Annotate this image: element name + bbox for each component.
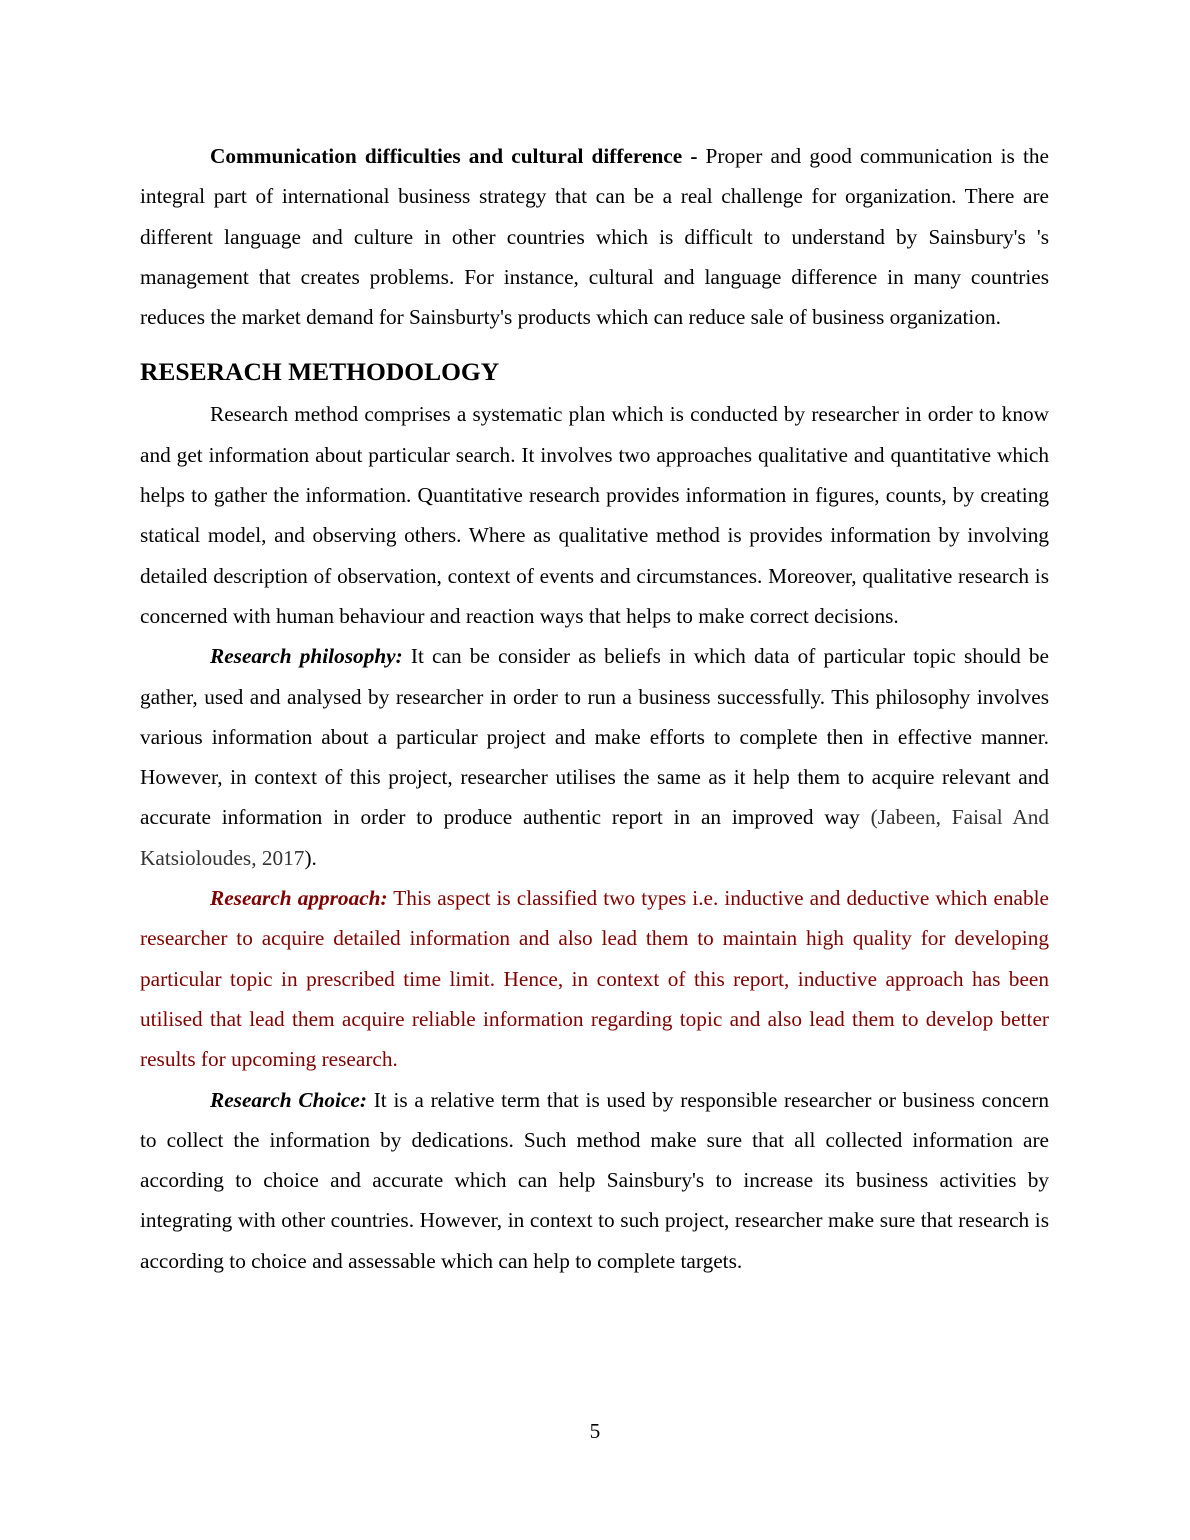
paragraph-lead-communication: Communication difficulties and cultural difference - bbox=[210, 144, 698, 168]
paragraph-body-research-philosophy: It can be consider as beliefs in which data of particular topic should be gather, used and analysed by researcher in order to run a business successfully. This philosophy involves various information about a particular project and make efforts to complete then in effective manner. However, in context of this project, researcher utilises the same as it help them to acquire relevant and accurate information in order to produce authentic report in an improved way bbox=[140, 644, 1049, 830]
paragraph-lead-research-philosophy: Research philosophy: bbox=[210, 644, 403, 669]
paragraph-lead-research-choice: Research Choice: bbox=[210, 1087, 367, 1112]
paragraph-end-research-philosophy: ). bbox=[304, 845, 317, 870]
citation: (Jabeen, Faisal And Katsioloudes, 2017 bbox=[140, 805, 1049, 870]
paragraph-research-philosophy bbox=[140, 636, 1049, 878]
page-content bbox=[140, 136, 1049, 1281]
paragraph-body-research-choice: It is a relative term that is used by responsible researcher or business concern to collect the information by dedications. Such method make sure that all collected information are according to choice and accurate which can help Sainsbury's to increase its business activities by integrating with other countries. However, in context to such project, researcher make sure that research is according to choice and assessable which can help to complete targets. bbox=[140, 1087, 1049, 1273]
paragraph-body-research-method: Research method comprises a systematic plan which is conducted by researcher in order to know and get information about particular search. It involves two approaches qualitative and quantitative which helps to gather the information. Quantitative research provides information in figures, counts, by creating statical model, and observing others. Where as qualitative method is provides information by involving detailed description of observation, context of events and circumstances. Moreover, qualitative research is concerned with human behaviour and reaction ways that helps to make correct decisions. bbox=[140, 402, 1049, 628]
section-heading-research-methodology: RESERACH METHODOLOGY bbox=[140, 357, 500, 387]
paragraph-research-method bbox=[140, 394, 1049, 636]
paragraph-body-communication: Proper and good communication is the integral part of international business strategy that can be a real challenge for organization. There are different language and culture in other countries which is difficult to understand by Sainsbury's 's management that creates problems. For instance, cultural and language difference in many countries reduces the market demand for Sainsburty's products which can reduce sale of business organization. bbox=[140, 144, 1049, 330]
paragraph-body-research-approach: This aspect is classified two types i.e. inductive and deductive which enable researcher to acquire detailed information and also lead them to maintain high quality for developing particular topic in prescribed time limit. Hence, in context of this report, inductive approach has been utilised that lead them acquire reliable information regarding topic and also lead them to develop better results for upcoming research. bbox=[140, 886, 1050, 1072]
paragraph-communication-difficulties bbox=[140, 136, 1049, 337]
paragraph-research-choice bbox=[140, 1080, 1049, 1281]
paragraph-lead-research-approach: Research approach: bbox=[210, 886, 388, 911]
page-number: 5 bbox=[589, 1419, 601, 1443]
paragraph-research-approach bbox=[140, 878, 1049, 1079]
